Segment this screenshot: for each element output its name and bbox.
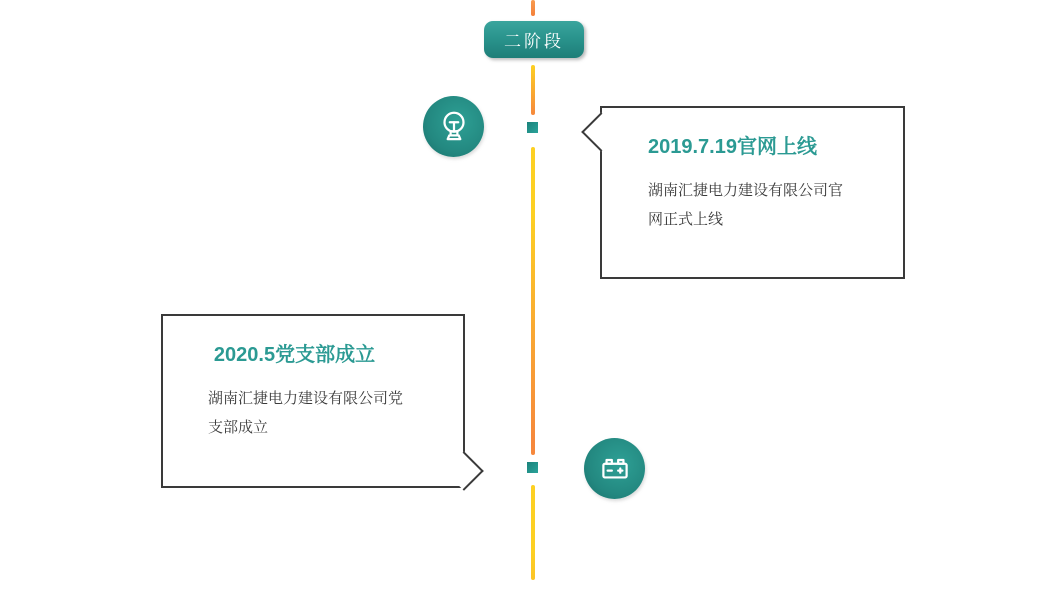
event-description: 湖南汇捷电力建设有限公司官网正式上线 bbox=[648, 182, 844, 228]
stage-badge bbox=[484, 21, 584, 58]
card-content bbox=[163, 316, 463, 442]
lightbulb-icon bbox=[435, 108, 473, 146]
event-card-2020 bbox=[161, 314, 465, 488]
event-description: 湖南汇捷电力建设有限公司党支部成立 bbox=[208, 390, 404, 436]
battery-icon bbox=[596, 450, 634, 488]
timeline-marker bbox=[527, 462, 538, 473]
timeline-dash-segment bbox=[531, 485, 535, 580]
timeline-dash-segment bbox=[531, 0, 535, 16]
event-icon-circle bbox=[423, 96, 484, 157]
timeline-dash-segment bbox=[531, 147, 535, 455]
card-notch-right bbox=[444, 451, 484, 491]
timeline-marker bbox=[527, 122, 538, 133]
event-title: 2019.7.19官网上线 bbox=[648, 136, 817, 158]
timeline-dash-segment bbox=[531, 65, 535, 115]
card-content bbox=[602, 108, 903, 234]
event-card-2019 bbox=[600, 106, 905, 279]
stage-badge-label: 二阶段 bbox=[504, 32, 564, 51]
event-title: 2020.5党支部成立 bbox=[213, 344, 376, 366]
event-icon-circle bbox=[584, 438, 645, 499]
